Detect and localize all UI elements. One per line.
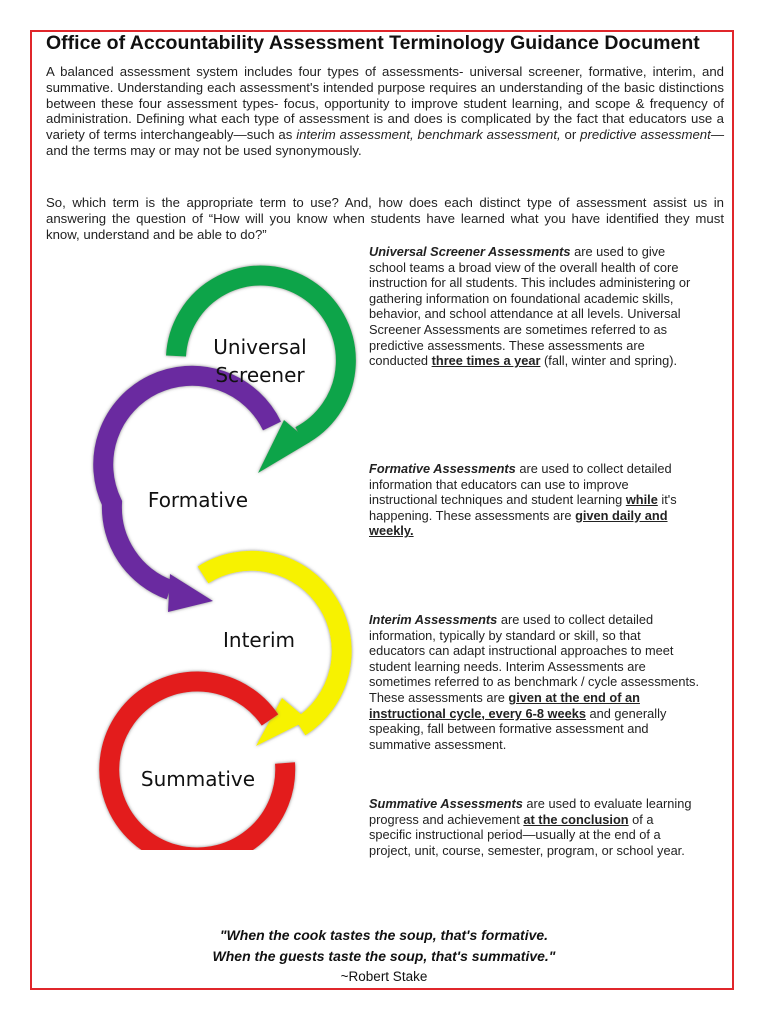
intro-text-b: or <box>560 127 581 143</box>
summative-term: Summative Assessments <box>369 796 523 811</box>
summative-text-b: of a specific instructional period—usually at the end of a project, unit, course, semester, program, or school year. <box>369 811 685 858</box>
label-interim: Interim <box>223 628 295 652</box>
intro-emphasis-1: interim assessment, benchmark assessment, <box>296 127 561 143</box>
summative-description <box>369 796 699 858</box>
quote-attribution: ~Robert Stake <box>340 969 428 984</box>
interim-text-a: are used to collect detailed information, typically by standard or skill, so that educators can adapt instructional approaches to meet student learning needs. Interim Assessments are sometimes referred to as benchmark / cycle assessments. These assessments are <box>369 612 699 705</box>
document-title: Office of Accountability Assessment Terminology Guidance Document <box>46 32 700 54</box>
formative-emphasis-2: given daily and weekly. <box>369 507 668 539</box>
label-universal: Universal <box>213 335 307 359</box>
universal-description <box>369 244 699 369</box>
interim-description <box>369 612 699 752</box>
interim-term: Interim Assessments <box>369 612 498 627</box>
universal-text-b: (fall, winter and spring). <box>540 353 678 369</box>
intro-paragraph <box>46 64 724 159</box>
summative-arc <box>109 681 285 850</box>
quote-line-2: When the guests taste the soup, that's summative." <box>212 948 556 964</box>
question-paragraph: So, which term is the appropriate term to use? And, how does each distinct type of assessment assist us in answering the question of “How will you know when students have learned what you have identified they must know, understand and be able to do?” <box>46 195 724 242</box>
formative-text-a: are used to collect detailed information that educators can use to improve instructional techniques and student learning <box>369 461 672 508</box>
summative-text-a: are used to evaluate learning progress and achievement <box>369 796 692 827</box>
formative-description <box>369 461 699 539</box>
formative-term: Formative Assessments <box>369 461 516 476</box>
label-summative: Summative <box>140 767 256 791</box>
universal-emphasis: three times a year <box>431 353 541 369</box>
summative-emphasis: at the conclusion <box>523 811 629 827</box>
label-screener: Screener <box>215 363 305 387</box>
formative-emphasis-1: while <box>625 492 658 508</box>
assessment-cycle-diagram <box>0 230 360 850</box>
universal-text-a: are used to give school teams a broad view of the overall health of core instruction for all students. This includes administering or gathering information on foundational academic skills, behavior, and school attendance at all levels. Universal Screener Assessments are sometimes referred to as predictive assessments. These assessments are conducted <box>369 244 691 369</box>
interim-text-b: and generally speaking, fall between formative assessment and summative assessment. <box>369 705 667 752</box>
formative-text-b: it's happening. These assessments are <box>369 492 677 523</box>
universal-term: Universal Screener Assessments <box>369 244 571 259</box>
interim-emphasis: given at the end of an instructional cycle, every 6-8 weeks <box>369 689 640 721</box>
intro-text-a: A balanced assessment system includes four types of assessments- universal screener, formative, interim, and summative. Understanding each assessment's intended purpose requires an understanding of the basic distinctions between these four assessment types- focus, opportunity to improve student learning, and scope & frequency of administration. Defining what each type of assessment is and does is complicated by the fact that educators use a variety of terms interchangeably—such as <box>46 64 724 143</box>
intro-text-c: —and the terms may or may not be used synonymously. <box>46 127 724 158</box>
label-formative: Formative <box>147 488 249 512</box>
quote-line-1: "When the cook tastes the soup, that's formative. <box>219 927 549 943</box>
intro-emphasis-2: predictive assessment <box>580 127 711 143</box>
